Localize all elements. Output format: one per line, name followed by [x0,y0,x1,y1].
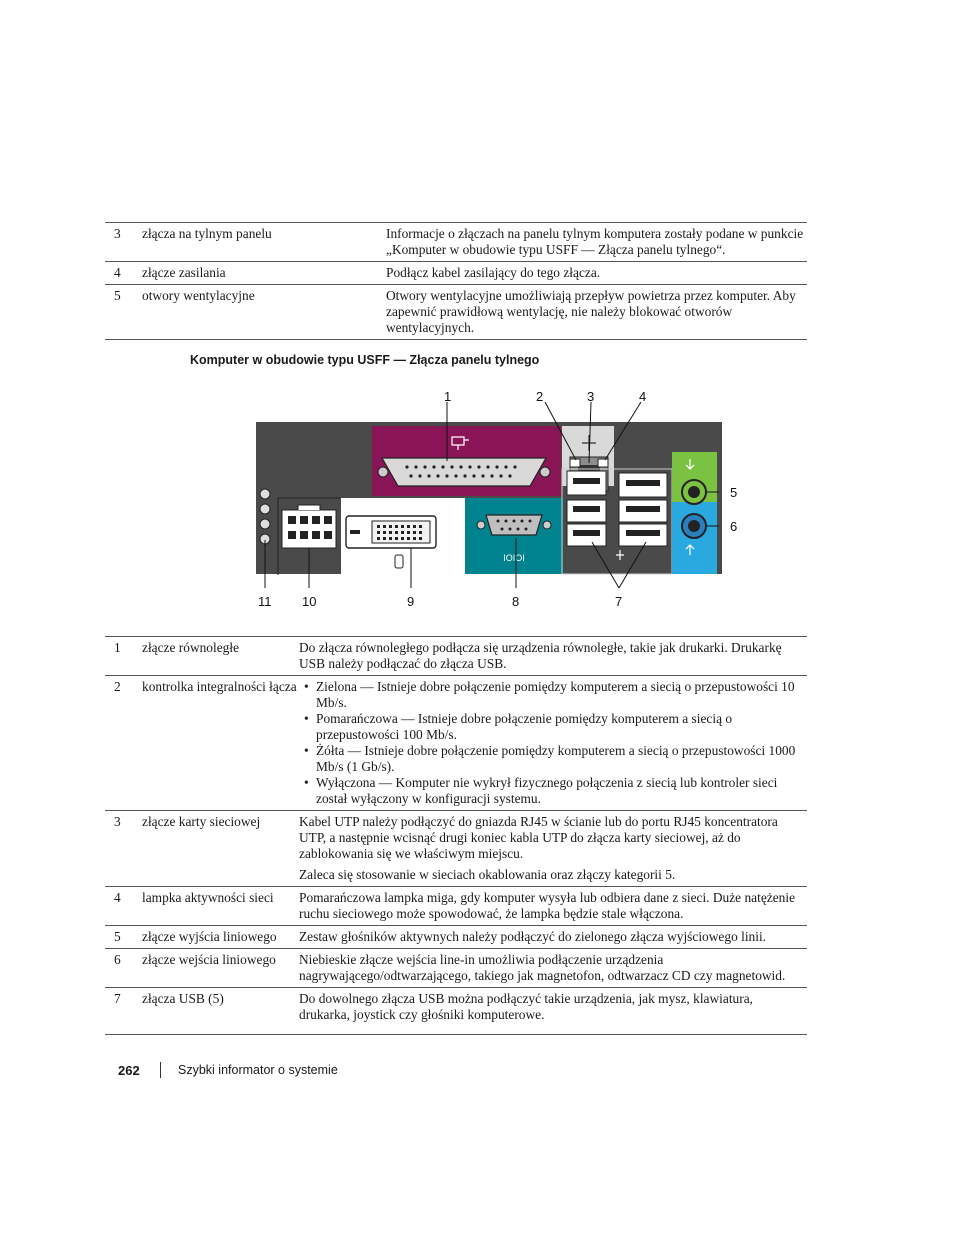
row-description: Niebieskie złącze wejścia line-in umożliwia podłączenie urządzenia nagrywającego/odtwarzającego, takiego jak magnetofon, odtwarzacz CD czy magnetowid. [299,949,807,988]
row-name: kontrolka integralności łącza [142,676,299,811]
row-description: Do złącza równoległego podłącza się urządzenia równoległe, takie jak drukarki. Drukarkę USB należy podłączać do złącza USB. [299,637,807,676]
table-row [105,926,807,949]
row-description: Otwory wentylacyjne umożliwiają przepływ powietrza przez komputer. Aby zapewnić prawidłową wentylację, nie należy blokować otworów wentylacyjnych. [386,285,807,340]
table-row [105,887,807,926]
callout-8: 8 [512,594,520,609]
row-description [299,811,807,887]
callout-11: 11 [258,594,272,609]
callout-7: 7 [615,594,623,609]
row-number: 4 [105,887,142,926]
paragraph: Kabel UTP należy podłączyć do gniazda RJ45 w ścianie lub do portu RJ45 koncentratora UTP, a następnie wcisnąć drugi koniec kabla UTP do złącza karty sieciowej, aż do zablokowania się we właściwym miejscu. [299,814,778,861]
paragraph: Zaleca się stosowanie w sieciach okablowania oraz złączy kategorii 5. [299,867,676,882]
row-number: 3 [105,223,142,262]
list-item: • Pomarańczowa — Istnieje dobre połączenie pomiędzy komputerem a siecią o przepustowości 100 Mb/s. [299,711,807,743]
row-number: 2 [105,676,142,811]
row-number: 6 [105,949,142,988]
row-number: 3 [105,811,142,887]
list-item: • Żółta — Istnieje dobre połączenie pomiędzy komputerem a siecią o przepustowości 1000 Mb/s (1 Gb/s). [299,743,807,775]
row-number: 5 [105,285,142,340]
list-item: • Wyłączona — Komputer nie wykrył fizycznego połączenia z siecią lub kontroler sieci został wyłączony w konfiguracji systemu. [299,775,807,807]
row-name: złącza USB (5) [142,988,299,1035]
connectors-table [105,636,807,1035]
footer-title: Szybki informator o systemie [178,1063,338,1077]
callout-3: 3 [587,389,595,404]
table-row [105,262,807,285]
row-number: 5 [105,926,142,949]
row-name: złącze karty sieciowej [142,811,299,887]
back-panel-diagram [240,385,740,615]
page-number: 262 [118,1063,140,1078]
footer-divider [160,1062,161,1078]
table-row [105,949,807,988]
callout-9: 9 [407,594,415,609]
row-number: 1 [105,637,142,676]
row-name: lampka aktywności sieci [142,887,299,926]
row-description: Zestaw głośników aktywnych należy podłączyć do zielonego złącza wyjściowego linii. [299,926,807,949]
section-title: Komputer w obudowie typu USFF — Złącza panelu tylnego [190,353,540,367]
table-row [105,811,807,887]
row-name: złącze równoległe [142,637,299,676]
list-item: • Zielona — Istnieje dobre połączenie pomiędzy komputerem a siecią o przepustowości 10 Mb/s. [299,679,807,711]
serial-label: IOIOI [503,553,525,563]
row-description [299,676,807,811]
callout-5: 5 [730,485,738,500]
row-name: otwory wentylacyjne [142,285,386,340]
row-description: Podłącz kabel zasilający do tego złącza. [386,262,807,285]
row-name: złącze wyjścia liniowego [142,926,299,949]
table-row [105,637,807,676]
network-activity-light [598,459,608,467]
row-name: złącze zasilania [142,262,386,285]
table-row [105,988,807,1035]
top-table [105,222,807,340]
row-description: Informacje o złączach na panelu tylnym komputera zostały podane w punkcie „Komputer w obudowie typu USFF — Złącza panelu tylnego“. [386,223,807,262]
callout-4: 4 [639,389,647,404]
row-description: Do dowolnego złącza USB można podłączyć takie urządzenia, jak mysz, klawiatura, drukarka, joystick czy głośniki komputerowe. [299,988,807,1035]
bullet-list [299,679,807,807]
table-row [105,285,807,340]
callout-6: 6 [730,519,738,534]
table-row [105,223,807,262]
row-number: 4 [105,262,142,285]
link-integrity-light [570,459,580,467]
callout-2: 2 [536,389,544,404]
row-name: złącze wejścia liniowego [142,949,299,988]
row-number: 7 [105,988,142,1035]
row-name: złącza na tylnym panelu [142,223,386,262]
callout-1: 1 [444,389,452,404]
callout-10: 10 [302,594,317,609]
table-row [105,676,807,811]
row-description: Pomarańczowa lampka miga, gdy komputer wysyła lub odbiera dane z sieci. Duże natężenie ruchu sieciowego może spowodować, że lampka będzie stale włączona. [299,887,807,926]
